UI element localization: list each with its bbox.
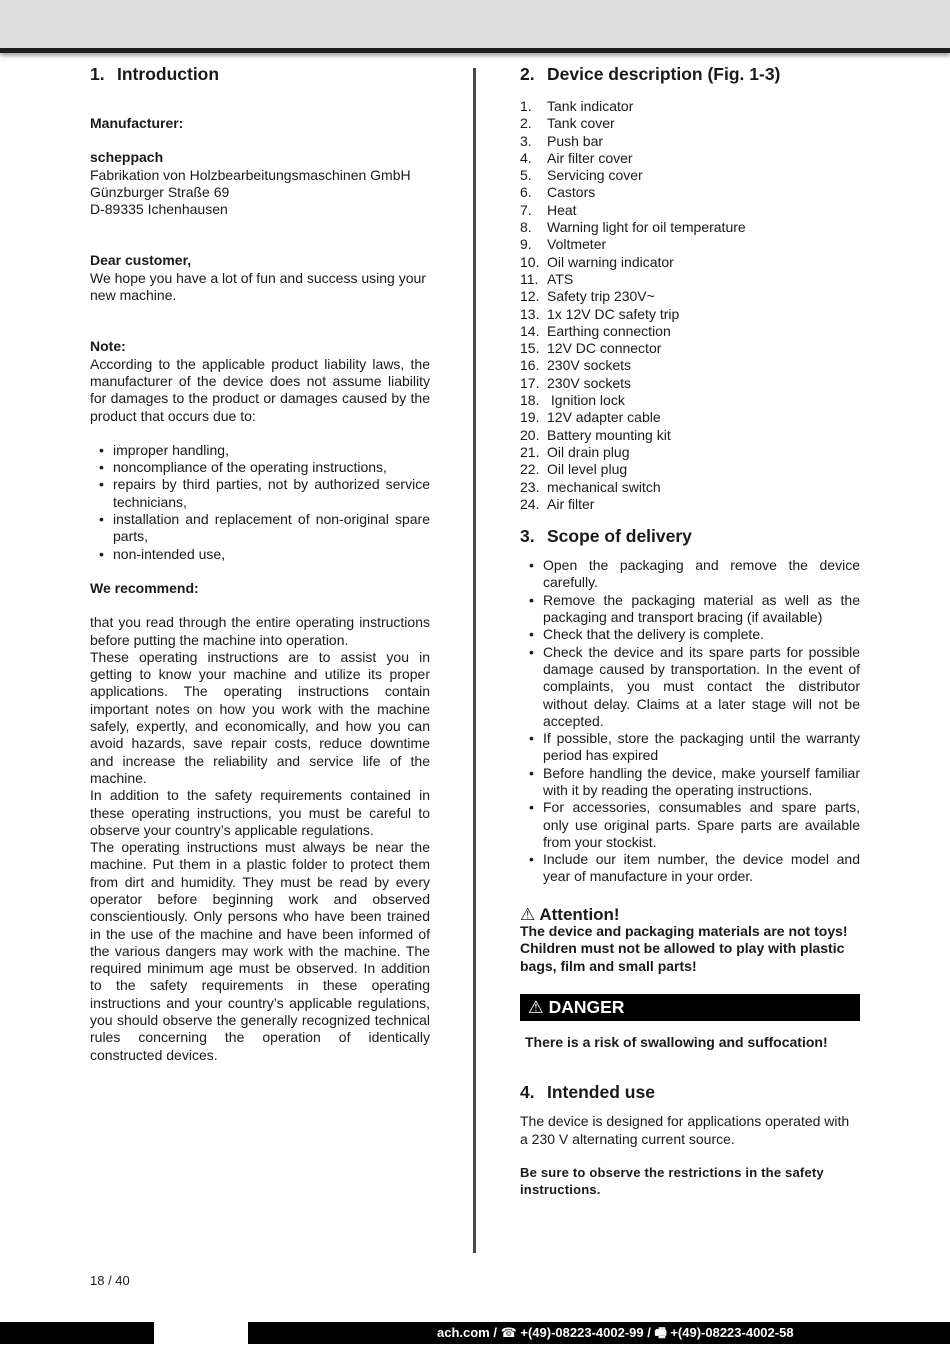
warning-icon: ⚠ xyxy=(528,996,544,1017)
item-label: Warning light for oil temperature xyxy=(547,219,746,236)
introduction-heading: 1. Introduction xyxy=(90,64,220,84)
manufacturer-label: Manufacturer: xyxy=(90,115,184,131)
item-label: Air filter cover xyxy=(547,149,633,166)
item-label: ATS xyxy=(547,270,574,287)
dear-customer-label: Dear customer, xyxy=(90,252,192,269)
item-label: Oil warning indicator xyxy=(547,253,674,270)
item-label: Voltmeter xyxy=(547,236,607,253)
device-part-item xyxy=(520,409,860,426)
item-number: 24. xyxy=(520,495,540,512)
device-part-item xyxy=(520,392,860,409)
item-label: Safety trip 230V~ xyxy=(547,288,655,305)
address-line: Günzburger Straße 69 xyxy=(90,183,230,200)
item-label: mechanical switch xyxy=(547,478,661,495)
item-label: Push bar xyxy=(547,132,604,149)
warning-icon: ⚠ xyxy=(520,904,536,924)
note-text: According to the applicable product liability laws, the manufacturer of the device does not assume liability for damages to the product or damages caused by the product that occurs due to: xyxy=(90,355,430,424)
scope-heading: 3. Scope of delivery xyxy=(520,526,692,547)
item-number: 3. xyxy=(520,132,532,149)
device-part-item xyxy=(520,479,860,496)
list-item: • improper handling, xyxy=(90,442,430,459)
paragraph: These operating instructions are to assist you in getting to know your machine and utilize its proper applications. The operating instructions contain important notes on how you work with the machine safely, expertly, and economically, and how you can avoid hazards, save repair costs, reduce downtime and increase the reliability and service life of the machine. xyxy=(90,648,430,786)
device-part-item xyxy=(520,461,860,478)
list-item: • Include our item number, the device model and year of manufacture in your order. xyxy=(520,851,860,886)
company-name: scheppach xyxy=(90,149,164,166)
item-label: Battery mounting kit xyxy=(547,426,671,443)
danger-text: There is a risk of swallowing and suffocation! xyxy=(525,1033,828,1050)
device-part-item xyxy=(520,271,860,288)
device-part-item xyxy=(520,340,860,357)
attention-title: ⚠ Attention! xyxy=(520,904,620,924)
device-part-item xyxy=(520,444,860,461)
recommend-body xyxy=(90,614,430,1064)
device-part-item xyxy=(520,133,860,150)
left-column xyxy=(90,63,430,1064)
list-item: • repairs by third parties, not by authorized service technicians, xyxy=(90,476,430,511)
item-number: 4. xyxy=(520,149,532,166)
device-part-item xyxy=(520,150,860,167)
device-parts-list xyxy=(520,98,860,513)
item-number: 5. xyxy=(520,167,532,184)
device-part-item xyxy=(520,202,860,219)
attention-box xyxy=(520,906,860,975)
device-part-item xyxy=(520,219,860,236)
intended-use-text: The device is designed for applications operated with a 230 V alternating current source. xyxy=(520,1113,850,1147)
column-divider xyxy=(473,68,476,1253)
intended-use-heading: 4. Intended use xyxy=(520,1082,655,1103)
list-item: • For accessories, consumables and spare parts, only use original parts. Spare parts are available from your stockist. xyxy=(520,799,860,851)
scope-list xyxy=(520,557,860,886)
intended-use-note: Be sure to observe the restrictions in the safety instructions. xyxy=(520,1164,824,1198)
item-label: Tank indicator xyxy=(547,98,634,114)
item-number: 15. xyxy=(520,340,540,357)
page-number: 18 / 40 xyxy=(90,1273,130,1288)
item-number: 14. xyxy=(520,322,540,339)
device-part-item xyxy=(520,184,860,201)
item-label: Heat xyxy=(547,201,577,218)
list-item: • Remove the packaging material as well as the packaging and transport bracing (if available) xyxy=(520,592,860,627)
item-number: 2. xyxy=(520,115,532,132)
item-number: 16. xyxy=(520,357,540,374)
list-item: • Check that the delivery is complete. xyxy=(520,626,860,643)
item-number: 17. xyxy=(520,374,540,391)
item-number: 13. xyxy=(520,305,540,322)
list-item: • installation and replacement of non-original spare parts, xyxy=(90,511,430,546)
paragraph: that you read through the entire operating instructions before putting the machine into operation. xyxy=(90,614,430,648)
item-number: 7. xyxy=(520,201,532,218)
list-item: • noncompliance of the operating instructions, xyxy=(90,459,430,476)
device-part-item xyxy=(520,375,860,392)
list-item: • If possible, store the packaging until the warranty period has expired xyxy=(520,730,860,765)
greeting-text: We hope you have a lot of fun and success using your new machine. xyxy=(90,269,426,304)
address-line: D-89335 Ichenhausen xyxy=(90,201,228,218)
device-part-item xyxy=(520,306,860,323)
item-number: 11. xyxy=(520,270,539,287)
device-part-item xyxy=(520,254,860,271)
item-number: 21. xyxy=(520,443,540,460)
item-number: 6. xyxy=(520,184,532,201)
item-label: 12V adapter cable xyxy=(547,409,661,426)
list-item: • Open the packaging and remove the device carefully. xyxy=(520,557,860,592)
recommend-label: We recommend: xyxy=(90,579,199,596)
item-label: Tank cover xyxy=(547,115,615,132)
footer-contact-bar: ach.com / ☎ +(49)-08223-4002-99 / 🖷 +(49)-08223-4002-58 xyxy=(248,1322,950,1344)
item-number: 22. xyxy=(520,461,540,478)
item-label: Oil level plug xyxy=(547,461,628,478)
item-number: 8. xyxy=(520,219,532,236)
item-number: 18. xyxy=(520,392,540,409)
item-label: Ignition lock xyxy=(547,392,625,409)
item-number: 12. xyxy=(520,288,540,305)
item-label: 12V DC connector xyxy=(547,340,662,357)
list-item: • non-intended use, xyxy=(90,546,430,563)
device-part-item xyxy=(520,323,860,340)
item-label: Air filter xyxy=(547,495,595,512)
item-number: 20. xyxy=(520,426,540,443)
header-band xyxy=(0,0,950,53)
paragraph: The operating instructions must always be near the machine. Put them in a plastic folder to protect them from dirt and humidity. They must be read by every operator before beginning work and observed conscientiously. Only persons who have been trained in the use of the machine and have been informed of the various dangers may work with the machine. The required minimum age must be observed. In addition to the safety requirements in these operating instructions and your country’s applicable regulations, you should observe the generally recognized technical rules concerning the operation of identically constructed devices. xyxy=(90,839,430,1063)
paragraph: In addition to the safety requirements contained in these operating instructions, you must be careful to observe your country’s applicable regulations. xyxy=(90,787,430,838)
note-label: Note: xyxy=(90,338,126,355)
list-item: • Check the device and its spare parts for possible damage caused by transportation. In the event of complaints, you must contact the distributor without delay. Claims at a later stage will not be accepted. xyxy=(520,644,860,730)
device-part-item xyxy=(520,357,860,374)
address-line: Fabrikation von Holzbearbeitungsmaschinen GmbH xyxy=(90,166,411,183)
right-column xyxy=(520,63,860,1198)
danger-banner: ⚠ DANGER xyxy=(520,994,860,1021)
item-label: Castors xyxy=(547,184,596,201)
attention-text: The device and packaging materials are not toys! Children must not be allowed to play with plastic bags, film and small parts! xyxy=(520,923,848,974)
device-part-item xyxy=(520,236,860,253)
device-part-item xyxy=(520,427,860,444)
item-label: Oil drain plug xyxy=(547,443,630,460)
item-label: 1x 12V DC safety trip xyxy=(547,305,680,322)
footer-block xyxy=(0,1322,154,1344)
item-label: Earthing connection xyxy=(547,322,671,339)
device-description-heading: 2. Device description (Fig. 1-3) xyxy=(520,64,781,84)
device-part-item xyxy=(520,98,860,115)
item-number: 23. xyxy=(520,478,540,495)
item-number: 10. xyxy=(520,253,540,270)
item-number: 1. xyxy=(520,98,532,114)
item-label: Servicing cover xyxy=(547,167,643,184)
item-label: 230V sockets xyxy=(547,357,632,374)
device-part-item xyxy=(520,167,860,184)
item-label: 230V sockets xyxy=(547,374,632,391)
device-part-item xyxy=(520,288,860,305)
item-number: 19. xyxy=(520,409,540,426)
item-number: 9. xyxy=(520,236,532,253)
liability-list xyxy=(90,442,430,563)
device-part-item xyxy=(520,496,860,513)
device-part-item xyxy=(520,115,860,132)
list-item: • Before handling the device, make yourself familiar with it by reading the operating instructions. xyxy=(520,765,860,800)
